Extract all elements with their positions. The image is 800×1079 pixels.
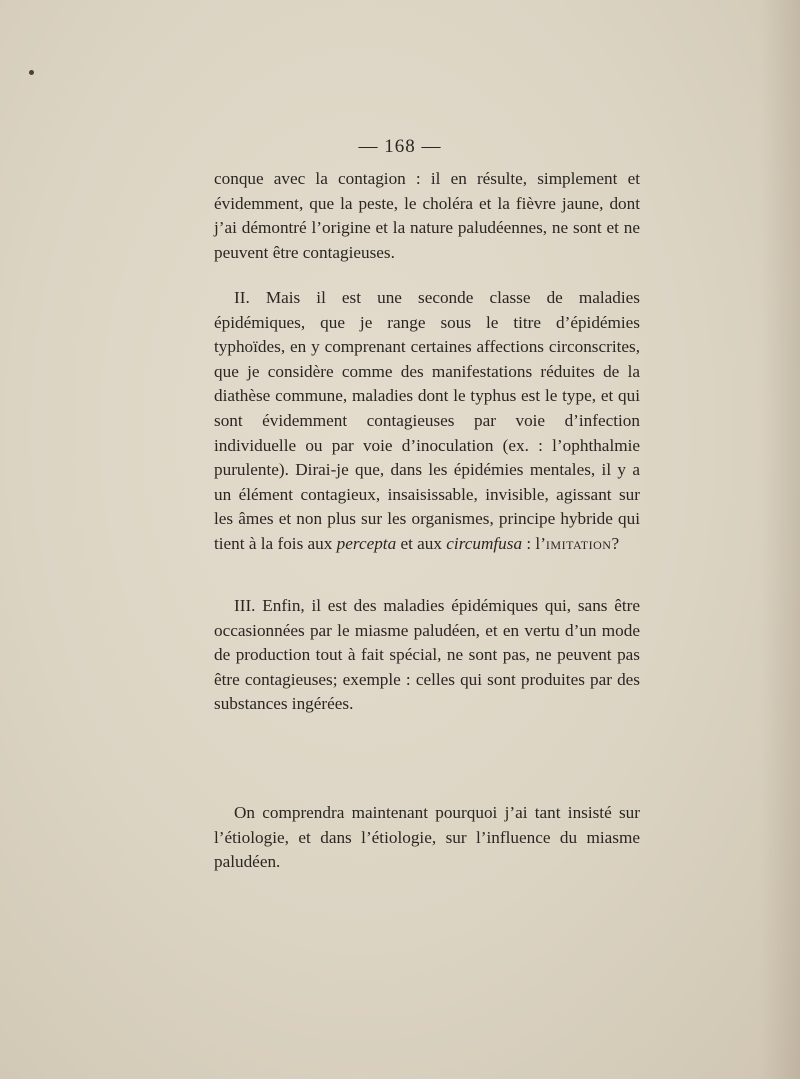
paragraph-text-colon: : l’: [522, 533, 546, 553]
latin-term-circumfusa: circumfusa: [446, 533, 523, 553]
ink-speck: [29, 70, 34, 75]
term-imitation: imitation: [545, 533, 612, 553]
paragraph-text-question: ?: [611, 533, 620, 553]
page-number: — 168 —: [358, 136, 442, 157]
paragraph-text: On comprendra maintenant pourquoi j’ai tant insisté sur l’étiologie, et dans l’étiologie, sur l’influence du miasme paludéen.: [214, 803, 640, 872]
paragraph-text: [214, 286, 640, 557]
paragraph-section-iii: [214, 594, 640, 717]
paragraph-text-connector: et aux: [396, 533, 447, 553]
paragraph-conclusion: [214, 801, 640, 875]
page-edge-shadow: [760, 0, 800, 1079]
paragraph-text-main: II. Mais il est une seconde classe de maladies épidémiques, que je range sous le titre d’épidémies typhoïdes, en y comprenant certaines affections circonscrites, que je considère comme des manifestations réduites de la diathèse commune, maladies dont le typhus est le type, et qui sont évidemment contagieuses par voie d’infection individuelle ou par voie d’inoculation (ex. : l’ophthalmie purulente). Dirai-je que, dans les épidémies mentales, il y a un élément contagieux, insaisissable, invisible, agissant sur les âmes et non plus sur les organismes, principe hybride qui tient à la fois aux: [214, 288, 640, 553]
latin-term-percepta: percepta: [336, 533, 397, 553]
paragraph-continuation: [214, 167, 640, 265]
paragraph-text: conque avec la contagion : il en résulte, simplement et évidemment, que la peste, le choléra et la fièvre jaune, dont j’ai démontré l’origine et la nature paludéennes, ne sont et ne peuvent être contagieuses.: [214, 169, 640, 262]
paragraph-section-ii: [214, 286, 640, 557]
paragraph-text: III. Enfin, il est des maladies épidémiques qui, sans être occasionnées par le miasme paludéen, et en vertu d’un mode de production tout à fait spécial, ne sont pas, ne peuvent pas être contagieuses; exemple : celles qui sont produites par des substances ingérées.: [214, 596, 640, 714]
